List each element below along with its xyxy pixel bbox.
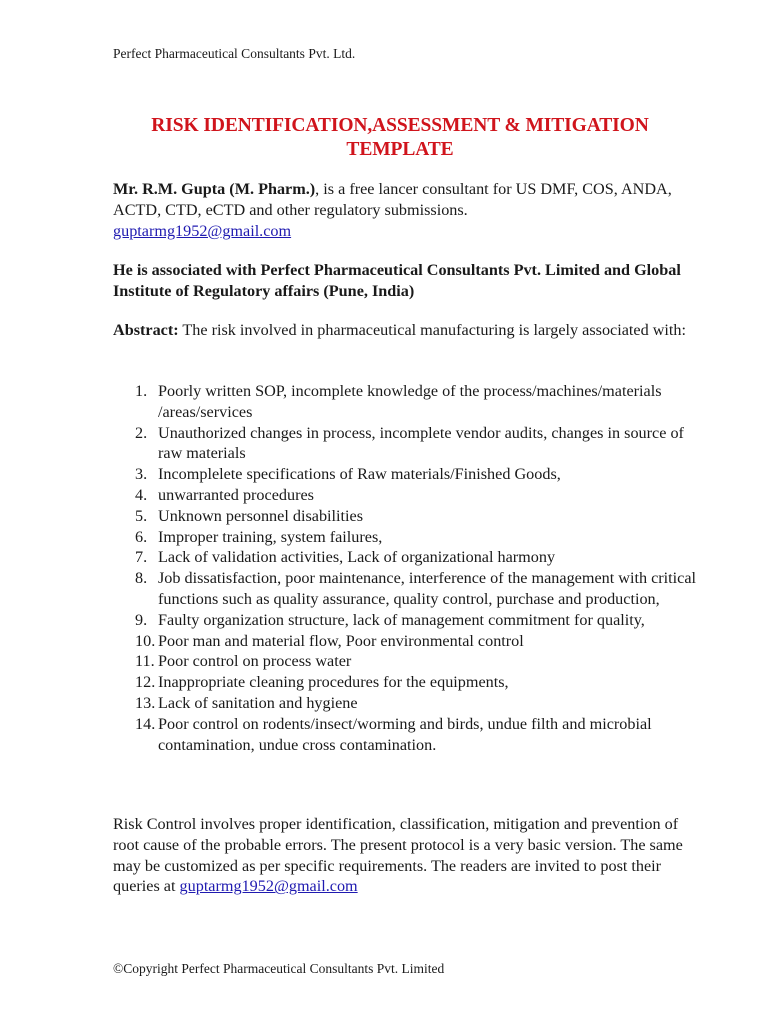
list-item-text: Poor man and material flow, Poor environmental control — [158, 631, 524, 650]
list-item — [113, 651, 703, 672]
list-number: 9. — [135, 610, 148, 629]
abstract-text: The risk involved in pharmaceutical manufacturing is largely associated with: — [178, 321, 687, 339]
list-item — [113, 527, 703, 548]
risk-control-text: Risk Control involves proper identification, classification, mitigation and prevention of root cause of the probable errors. The present protocol is a very basic version. The same may be customized as per specific requirements. The readers are invited to post their queries at — [113, 815, 683, 896]
list-item-text: Incomplelete specifications of Raw materials/Finished Goods, — [158, 465, 561, 484]
author-name: Mr. R.M. Gupta (M. Pharm.) — [113, 180, 316, 198]
list-item-text: unwarranted procedures — [158, 485, 314, 504]
document-title — [100, 114, 700, 162]
list-number: 8. — [135, 569, 148, 588]
author-intro — [113, 179, 693, 241]
list-item-text: Job dissatisfaction, poor maintenance, interference of the management with critical functions such as quality assurance, quality control, purchase and production, — [158, 569, 697, 608]
page-header: Perfect Pharmaceutical Consultants Pvt. Ltd. — [113, 46, 356, 61]
list-item-text: Poor control on rodents/insect/worming and birds, undue filth and microbial contamination, undue cross contamination. — [158, 714, 652, 754]
abstract-paragraph — [113, 320, 693, 341]
list-item-text: Lack of sanitation and hygiene — [158, 693, 358, 712]
association-statement: He is associated with Perfect Pharmaceutical Consultants Pvt. Limited and Global Institute of Regulatory affairs (Pune, India) — [113, 261, 681, 300]
title-line-1: RISK IDENTIFICATION,ASSESSMENT & MITIGATION — [151, 115, 649, 136]
abstract-label: Abstract: — [113, 321, 179, 339]
author-email-link[interactable]: guptarmg1952@gmail.com — [113, 221, 292, 240]
list-item — [113, 610, 703, 631]
list-number: 14. — [135, 714, 156, 733]
list-item — [113, 464, 703, 485]
list-number: 7. — [135, 548, 148, 567]
list-number: 13. — [135, 693, 156, 712]
list-number: 11. — [135, 652, 155, 671]
list-item — [113, 693, 703, 714]
risk-control-paragraph — [113, 814, 693, 897]
list-item-text: Improper training, system failures, — [158, 527, 383, 546]
list-item — [113, 568, 703, 610]
list-item — [113, 714, 703, 756]
list-number: 12. — [135, 673, 156, 692]
list-item — [113, 631, 703, 652]
list-item — [113, 672, 703, 693]
list-item — [113, 423, 703, 465]
list-number: 1. — [135, 382, 148, 400]
list-number: 2. — [135, 423, 148, 442]
list-item-text: Inappropriate cleaning procedures for the equipments, — [158, 673, 509, 692]
list-item — [113, 547, 703, 568]
queries-email-link[interactable]: guptarmg1952@gmail.com — [179, 877, 358, 896]
title-line-2: TEMPLATE — [346, 139, 454, 160]
list-item-text: Faulty organization structure, lack of management commitment for quality, — [158, 610, 645, 629]
author-description: , is a free lancer consultant for US DMF, COS, ANDA, ACTD, CTD, eCTD and other regulatory submissions. — [113, 180, 672, 219]
list-item-text: Poor control on process water — [158, 652, 352, 671]
list-item — [113, 506, 703, 527]
list-number: 4. — [135, 485, 148, 504]
list-item-text: Unknown personnel disabilities — [158, 506, 364, 525]
list-number: 10. — [135, 631, 156, 650]
list-item — [113, 381, 703, 423]
risk-list — [113, 381, 703, 755]
list-number: 6. — [135, 527, 148, 546]
list-item — [113, 485, 703, 506]
list-item-text: Unauthorized changes in process, incomplete vendor audits, changes in source of raw materials — [158, 423, 684, 463]
list-number: 3. — [135, 465, 148, 484]
page-footer: ©Copyright Perfect Pharmaceutical Consultants Pvt. Limited — [113, 961, 445, 976]
list-item-text: Lack of validation activities, Lack of organizational harmony — [158, 548, 556, 567]
list-item-text: Poorly written SOP, incomplete knowledge of the process/machines/materials /areas/services — [158, 382, 662, 421]
list-number: 5. — [135, 506, 148, 525]
